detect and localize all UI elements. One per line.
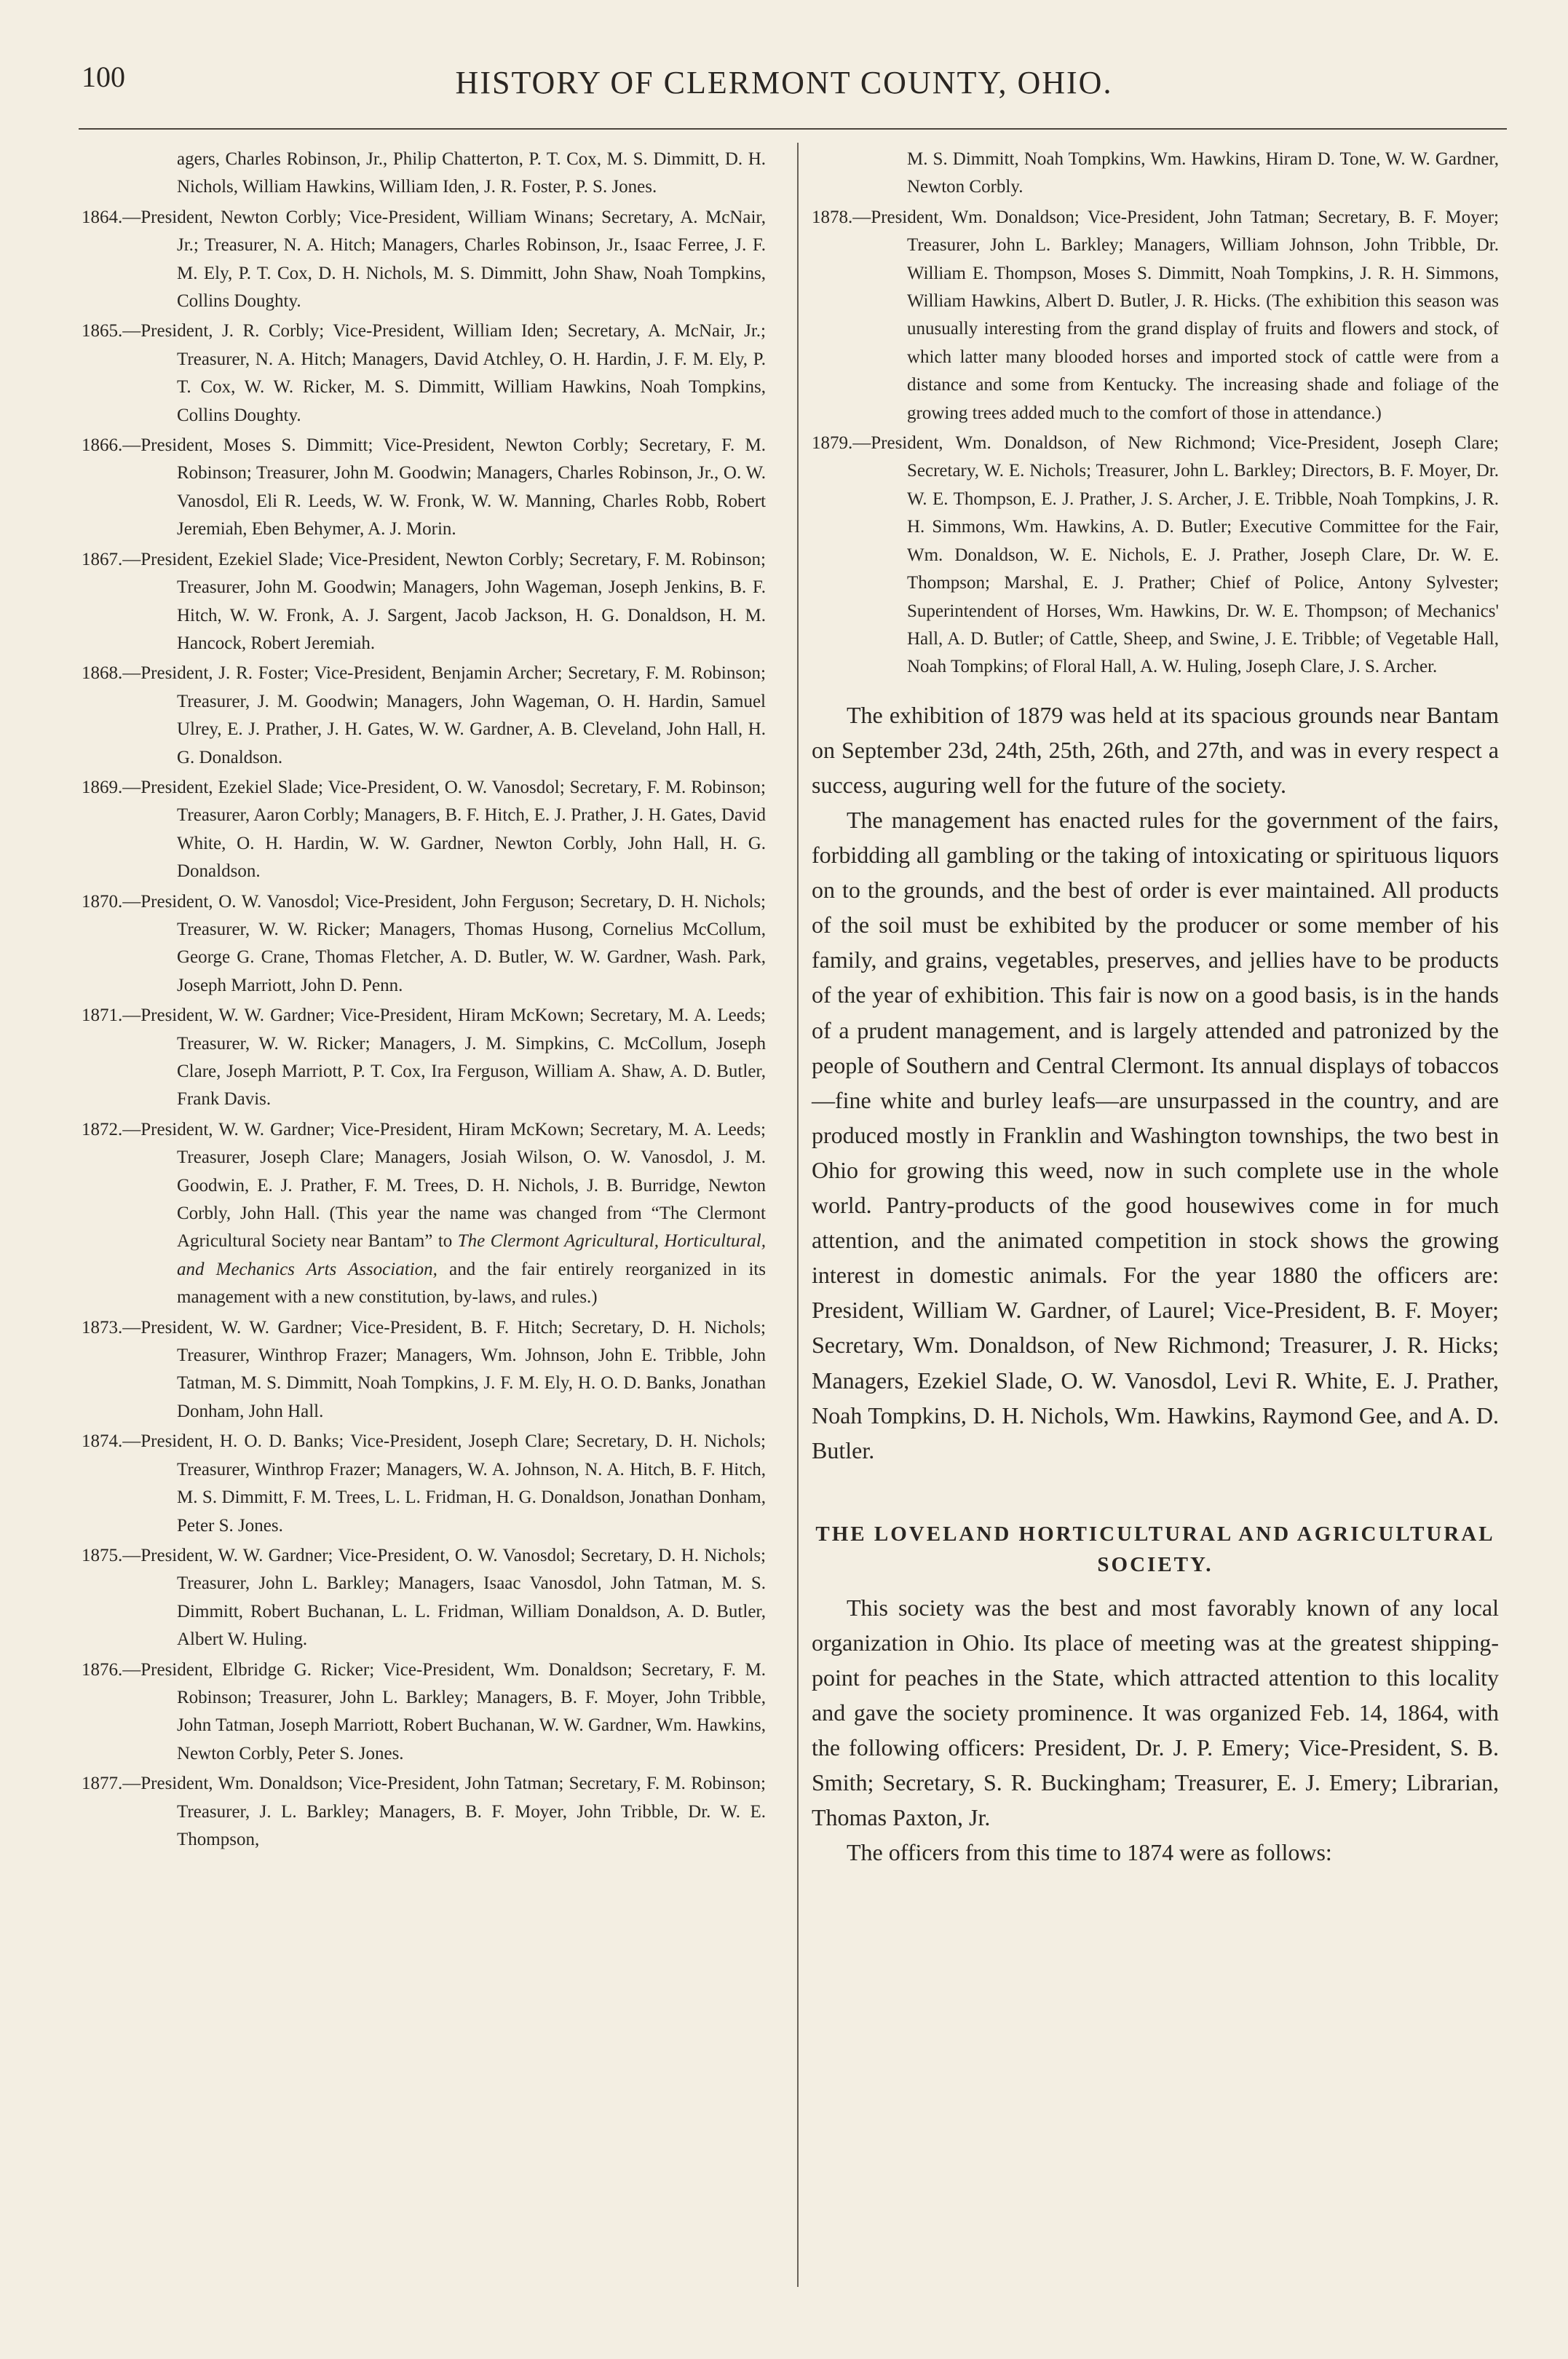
section-paragraph: The officers from this time to 1874 were as follows:	[847, 1839, 1332, 1866]
entry-1869	[82, 774, 766, 886]
entry-text: —President, Wm. Donaldson; Vice-President, John Tatman; Secretary, F. M. Robinson; Treasurer, J. L. Barkley; Managers, B. F. Moyer, John Tribble, Dr. W. E. Thompson,	[122, 1774, 766, 1849]
entry-text: —President, J. R. Foster; Vice-President, Benjamin Archer; Secretary, F. M. Robinson; Treasurer, J. M. Goodwin; Managers, John Wageman, O. H. Hardin, Samuel Ulrey, E. J. Prather, J. H. Gates, W. W. Gardner, A. B. Cleveland, John Hall, H. G. Donaldson.	[122, 663, 766, 767]
continuation-text: agers, Charles Robinson, Jr., Philip Chatterton, P. T. Cox, M. S. Dimmitt, D. H. Nichols, William Hawkins, William Iden, J. R. Foster, P. S. Jones.	[177, 149, 766, 197]
entry-year: 1875.	[82, 1545, 123, 1565]
entry-year: 1869.	[82, 777, 123, 797]
entry-1871	[82, 1002, 766, 1114]
entry-text: —President, Elbridge G. Ricker; Vice-President, Wm. Donaldson; Secretary, F. M. Robinson; Treasurer, John L. Barkley; Managers, B. F. Moyer, John Tribble, John Tatman, Joseph Marriott, Robert Buchanan, W. W. Gardner, Wm. Hawkins, Newton Corbly, Peter S. Jones.	[122, 1659, 766, 1763]
entry-year: 1868.	[82, 663, 123, 684]
entry-1868	[82, 660, 766, 772]
entry-1878	[812, 204, 1499, 427]
entry-1872	[82, 1116, 766, 1312]
entry-year: 1864.	[82, 207, 123, 227]
entry-1874	[82, 1428, 766, 1540]
entry-year: 1872.	[82, 1119, 123, 1139]
entry-year: 1866.	[82, 435, 123, 456]
entry-year: 1870.	[82, 891, 123, 912]
page-header	[0, 0, 1568, 146]
entry-year: 1867.	[82, 549, 123, 569]
entry-year: 1876.	[82, 1659, 123, 1680]
continuation-text: M. S. Dimmitt, Noah Tompkins, Wm. Hawkins, Hiram D. Tone, W. W. Gardner, Newton Corbly.	[907, 149, 1499, 197]
entry-text: —President, Wm. Donaldson, of New Richmond; Vice-President, Joseph Clare; Secretary, W. E. Nichols; Treasurer, John L. Barkley; Directors, B. F. Moyer, Dr. W. E. Thompson, E. J. Prather, J. S. Archer, J. E. Tribble, Noah Tompkins, J. R. H. Simmons, Wm. Hawkins, A. D. Butler; Executive Committee for the Fair, Wm. Donaldson, W. E. Nichols, E. J. Prather, Joseph Clare, Dr. W. E. Thompson; Marshal, E. J. Prather; Chief of Police, Antony Sylvester; Superintendent of Horses, Wm. Hawkins, Dr. W. E. Thompson; of Mechanics' Hall, A. D. Butler; of Cattle, Sheep, and Swine, J. E. Tribble; of Vegetable Hall, Noah Tompkins; of Floral Hall, A. W. Huling, Joseph Clare, J. S. Archer.	[852, 433, 1499, 677]
entry-1876	[82, 1656, 766, 1769]
entry-1866	[82, 432, 766, 544]
association-name-italic: The Clermont Agricultural, Horticultural, and Mechanics Arts Association,	[177, 1231, 766, 1279]
entry-year: 1878.	[812, 207, 853, 227]
right-column	[812, 146, 1499, 1870]
entry-year: 1873.	[82, 1317, 123, 1337]
entry-year: 1879.	[812, 433, 853, 454]
body-paragraph: The management has enacted rules for the government of the fairs, forbidding all gambling or the taking of intoxicating or spirituous liquors on to the grounds, and the best of order is ever maintained. All products of the soil must be exhibited by the producer or some member of his family, and grains, vegetables, preserves, and jellies have to be products of the year of exhibition. This fair is now on a good basis, is in the hands of a prudent management, and is largely attended and patronized by the people of Southern and Central Clermont. Its annual displays of tobaccos—fine white and burley leafs—are unsurpassed in the country, and are produced mostly in Franklin and Washington townships, the two best in Ohio for growing this weed, now in such complete use in the whole world. Pantry-products of the good housewives come in for much attention, and the animated competition in stock shows the growing interest in domestic animals. For the year 1880 the officers are: President, William W. Gardner, of Laurel; Vice-President, B. F. Moyer; Secretary, Wm. Donaldson, of New Richmond; Treasurer, J. R. Hicks; Managers, Ezekiel Slade, O. W. Vanosdol, Levi R. White, E. J. Prather, Noah Tompkins, D. H. Nichols, Wm. Hawkins, Raymond Gee, and A. D. Butler.	[812, 807, 1499, 1463]
entry-text: —President, Wm. Donaldson; Vice-President, John Tatman; Secretary, B. F. Moyer; Treasurer, John L. Barkley; Managers, William Johnson, John Tribble, Dr. William E. Thompson, Moses S. Dimmitt, Noah Tompkins, J. R. H. Simmons, William Hawkins, Albert D. Butler, J. R. Hicks. (The exhibition this season was unusually interesting from the grand display of fruits and flowers and stock, of which latter many blooded horses and imported stock of cattle were from a distance and some from Kentucky. The increasing shade and foliage of the growing trees added much to the comfort of those in attendance.)	[852, 207, 1499, 423]
entry-year: 1865.	[82, 321, 123, 341]
entry-year: 1871.	[82, 1005, 123, 1026]
entry-text: —President, J. R. Corbly; Vice-President, William Iden; Secretary, A. McNair, Jr.; Treasurer, N. A. Hitch; Managers, David Atchley, O. H. Hardin, J. F. M. Ely, P. T. Cox, W. W. Ricker, M. S. Dimmitt, William Hawkins, Noah Tompkins, Collins Doughty.	[122, 321, 766, 425]
entry-1879	[812, 430, 1499, 681]
entry-1865	[82, 317, 766, 430]
entry-text: —President, W. W. Gardner; Vice-President, O. W. Vanosdol; Secretary, D. H. Nichols; Treasurer, John L. Barkley; Managers, Isaac Vanosdol, John Tatman, M. S. Dimmitt, Robert Buchanan, L. L. Fridman, William Donaldson, A. D. Butler, Albert W. Huling.	[122, 1545, 766, 1650]
entry-1873	[82, 1314, 766, 1426]
entry-year: 1877.	[82, 1774, 123, 1794]
entry-1875	[82, 1542, 766, 1654]
column-divider	[797, 143, 799, 2287]
section-heading: THE LOVELAND HORTICULTURAL AND AGRICULTURAL SOCIETY.	[815, 1522, 1495, 1576]
entry-text-after: and the fair entirely reorganized in its management with a new constitution, by-laws, and rules.)	[177, 1259, 766, 1308]
entry-text: —President, Ezekiel Slade; Vice-President, O. W. Vanosdol; Secretary, F. M. Robinson; Treasurer, Aaron Corbly; Managers, B. F. Hitch, E. J. Prather, J. H. Gates, David White, O. H. Hardin, W. W. Gardner, Newton Corbly, John Hall, H. G. Donaldson.	[122, 777, 766, 882]
left-column	[82, 146, 766, 1856]
header-rule	[79, 128, 1507, 130]
entry-text: —President, W. W. Gardner; Vice-President, Hiram McKown; Secretary, M. A. Leeds; Treasurer, W. W. Ricker; Managers, J. M. Simpkins, C. McCollum, Joseph Clare, Joseph Marriott, P. T. Cox, Ira Ferguson, William A. Shaw, A. D. Butler, Frank Davis.	[122, 1005, 766, 1110]
entry-text: —President, W. W. Gardner; Vice-President, Hiram McKown; Secretary, M. A. Leeds; Treasurer, Joseph Clare; Managers, Josiah Wilson, O. W. Vanosdol, J. M. Goodwin, E. J. Prather, F. M. Trees, D. H. Nichols, J. B. Burridge, Newton Corbly, John Hall. (This year the name was changed from “The Clermont Agricultural Society near Bantam” to	[122, 1119, 766, 1252]
entry-text: —President, Ezekiel Slade; Vice-President, Newton Corbly; Secretary, F. M. Robinson; Treasurer, John M. Goodwin; Managers, John Wageman, Joseph Jenkins, B. F. Hitch, W. W. Fronk, A. J. Sargent, Jacob Jackson, H. G. Donaldson, H. M. Hancock, Robert Jeremiah.	[122, 549, 766, 653]
entry-1867	[82, 546, 766, 658]
entry-1870	[82, 888, 766, 1000]
entry-text: —President, Moses S. Dimmitt; Vice-President, Newton Corbly; Secretary, F. M. Robinson; Treasurer, John M. Goodwin; Managers, Charles Robinson, Jr., O. W. Vanosdol, Eli R. Leeds, W. W. Fronk, W. W. Manning, Charles Robb, Robert Jeremiah, Eben Behymer, A. J. Morin.	[122, 435, 766, 540]
entry-1864	[82, 204, 766, 316]
entry-text: —President, Newton Corbly; Vice-President, William Winans; Secretary, A. McNair, Jr.; Treasurer, N. A. Hitch; Managers, Charles Robinson, Jr., Isaac Ferree, J. F. M. Ely, P. T. Cox, D. H. Nichols, M. S. Dimmitt, John Shaw, Noah Tompkins, Collins Doughty.	[122, 207, 766, 312]
entry-text: —President, W. W. Gardner; Vice-President, B. F. Hitch; Secretary, D. H. Nichols; Treasurer, Winthrop Frazer; Managers, Wm. Johnson, John E. Tribble, John Tatman, M. S. Dimmitt, Noah Tompkins, J. F. M. Ely, H. O. D. Banks, Jonathan Donham, John Hall.	[122, 1317, 766, 1421]
entry-text: —President, H. O. D. Banks; Vice-President, Joseph Clare; Secretary, D. H. Nichols; Treasurer, Winthrop Frazer; Managers, W. A. Johnson, N. A. Hitch, B. F. Hitch, M. S. Dimmitt, F. M. Trees, L. L. Fridman, H. G. Donaldson, Jonathan Donham, Peter S. Jones.	[122, 1431, 766, 1536]
entry-year: 1874.	[82, 1431, 123, 1452]
entry-1877	[82, 1770, 766, 1854]
running-title: HISTORY OF CLERMONT COUNTY, OHIO.	[455, 65, 1113, 100]
page-number: 100	[82, 60, 125, 93]
entry-text: —President, O. W. Vanosdol; Vice-President, John Ferguson; Secretary, D. H. Nichols; Treasurer, W. W. Ricker; Managers, Thomas Husong, Cornelius McCollum, George G. Crane, Thomas Fletcher, A. D. Butler, W. W. Gardner, Wash. Park, Joseph Marriott, John D. Penn.	[122, 891, 766, 995]
body-paragraph: The exhibition of 1879 was held at its spacious grounds near Bantam on September 23d, 24th, 25th, 26th, and 27th, and was in every respect a success, auguring well for the future of the society.	[812, 701, 1499, 798]
section-paragraph: This society was the best and most favorably known of any local organization in Ohio. Its place of meeting was at the greatest shipping-point for peaches in the State, which attracted attention to this locality and gave the society prominence. It was organized Feb. 14, 1864, with the following officers: President, Dr. J. P. Emery; Vice-President, S. B. Smith; Secretary, S. R. Buckingham; Treasurer, E. J. Emery; Librarian, Thomas Paxton, Jr.	[812, 1594, 1499, 1831]
